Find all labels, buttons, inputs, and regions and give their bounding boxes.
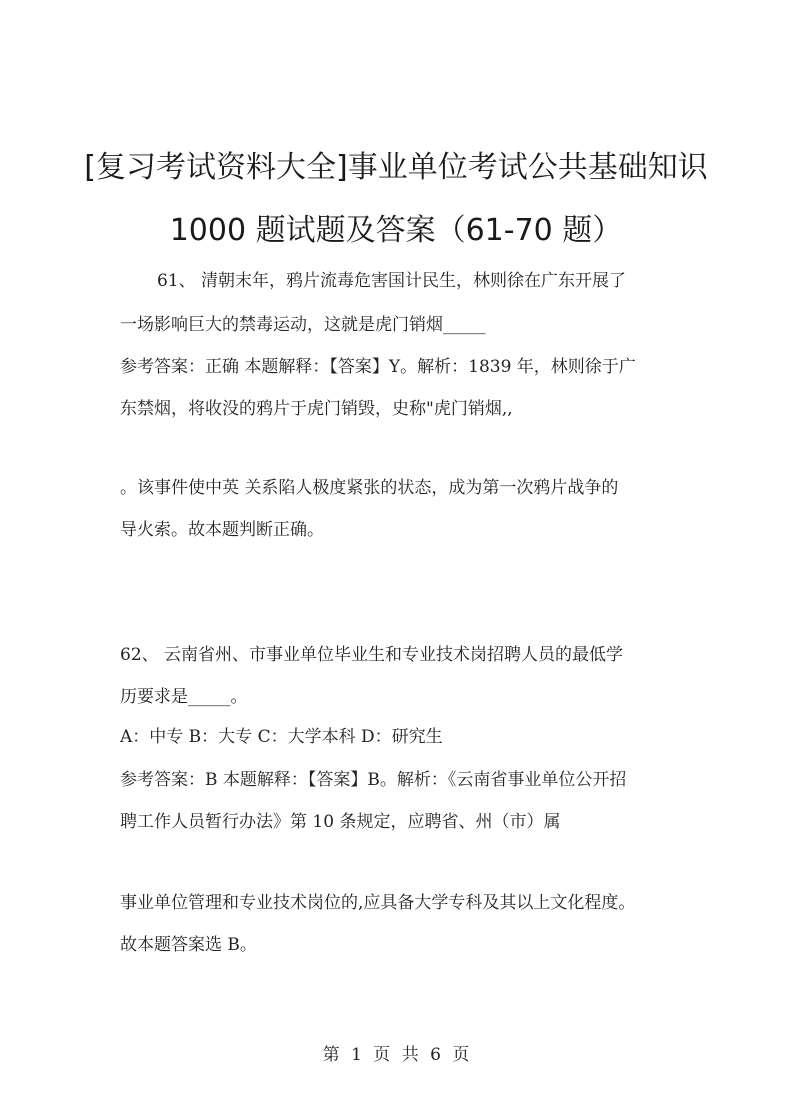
title-line-1: [复习考试资料大全]事业单位考试公共基础知识 — [84, 150, 708, 185]
q61-answer-line-3: 。该事件使中英 关系陷人极度紧张的状态，成为第一次鸦片战争的 — [120, 478, 619, 498]
q61-stem-line-1: 61、 清朝末年，鸦片流毒危害国计民生，林则徐在广东开展了 — [157, 271, 627, 291]
page-number-footer: 第 1 页 共 6 页 — [322, 1045, 470, 1065]
q62-answer-line-1: 参考答案：B 本题解释：【答案】B。解析：《云南省事业单位公开招 — [120, 770, 627, 790]
q62-answer-line-3: 事业单位管理和专业技术岗位的,应具备大学专科及其以上文化程度。 — [120, 893, 636, 913]
q62-answer-line-2: 聘工作人员暂行办法》第 10 条规定，应聘省、州（市）属 — [120, 812, 561, 832]
q61-answer-line-1: 参考答案：正确 本题解释：【答案】Y。解析：1839 年，林则徐于广 — [120, 357, 636, 377]
q62-answer-line-4: 故本题答案选 B。 — [120, 935, 257, 955]
title-line-2: 1000 题试题及答案（61-70 题） — [169, 213, 623, 248]
q61-stem-line-2: 一场影响巨大的禁毒运动，这就是虎门销烟_____ — [120, 315, 486, 335]
q61-answer-line-4: 导火索。故本题判断正确。 — [120, 520, 324, 540]
q62-stem-line-2: 历要求是_____。 — [120, 687, 248, 707]
q62-options: A：中专 B：大专 C：大学本科 D：研究生 — [120, 727, 443, 747]
q62-stem-line-1: 62、 云南省州、市事业单位毕业生和专业技术岗招聘人员的最低学 — [120, 645, 624, 665]
q61-answer-line-2: 东禁烟，将收没的鸦片于虎门销毁，史称"虎门销烟,, — [120, 399, 513, 419]
